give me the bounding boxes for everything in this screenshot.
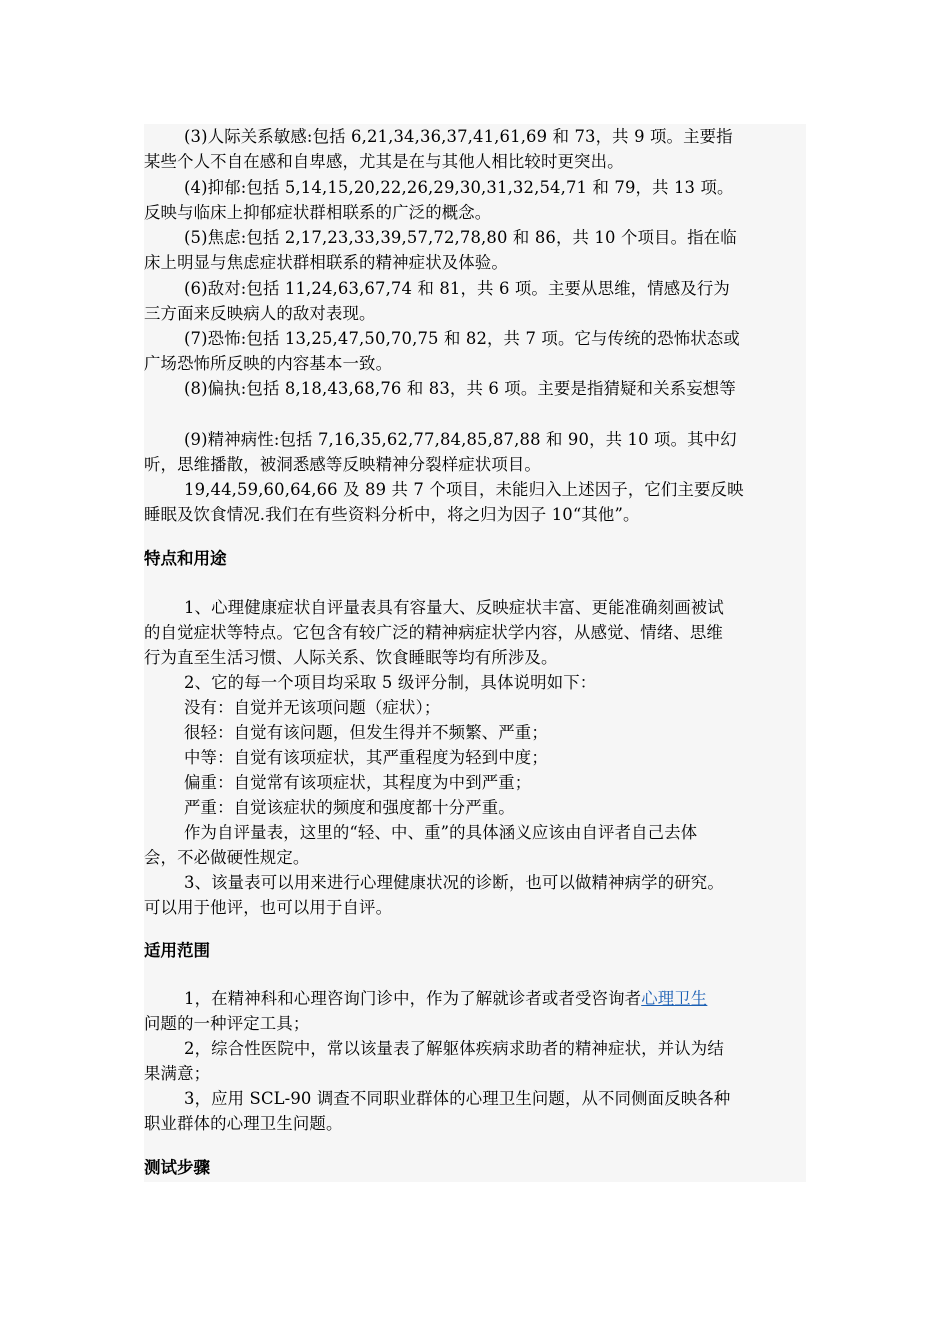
factor-4-line-1: (4)抑郁:包括 5,14,15,20,22,26,29,30,31,32,54,71 和 79，共 13 项。 — [184, 178, 734, 197]
section-heading-steps: 测试步骤 — [144, 1158, 210, 1177]
grade-none: 没有：自觉并无该项问题（症状）； — [184, 698, 441, 717]
features-p3-line-2: 会，不必做硬性规定。 — [144, 848, 310, 867]
features-p1-line-2: 的自觉症状等特点。它包含有较广泛的精神病症状学内容，从感觉、情绪、思维 — [144, 623, 723, 642]
section-heading-scope: 适用范围 — [144, 941, 210, 960]
factor-5-line-1: (5)焦虑:包括 2,17,23,33,39,57,72,78,80 和 86，共 10 个项目。指在临 — [184, 228, 737, 247]
document-page — [144, 124, 806, 1182]
grade-fairly-severe: 偏重：自觉常有该项症状，其程度为中到严重； — [184, 773, 532, 792]
factor-5-line-2: 床上明显与焦虑症状群相联系的精神症状及体验。 — [144, 253, 508, 272]
features-p1-line-3: 行为直至生活习惯、人际关系、饮食睡眠等均有所涉及。 — [144, 648, 558, 667]
mental-health-link[interactable]: 心理卫生 — [641, 989, 708, 1008]
factor-other-line-2: 睡眠及饮食情况.我们在有些资料分析中，将之归为因子 10“其他”。 — [144, 505, 640, 524]
scope-p1-line-2: 问题的一种评定工具； — [144, 1014, 310, 1033]
features-p4-line-2: 可以用于他评，也可以用于自评。 — [144, 898, 393, 917]
factor-8-line-1: (8)偏执:包括 8,18,43,68,76 和 83，共 6 项。主要是指猜疑和关系妄想等 — [184, 379, 736, 398]
features-p2: 2、它的每一个项目均采取 5 级评分制，具体说明如下： — [184, 673, 597, 692]
factor-6-line-2: 三方面来反映病人的敌对表现。 — [144, 304, 376, 323]
factor-7-line-2: 广场恐怖所反映的内容基本一致。 — [144, 354, 393, 373]
features-p3-line-1: 作为自评量表，这里的“轻、中、重”的具体涵义应该由自评者自己去体 — [184, 823, 698, 842]
factor-other-line-1: 19,44,59,60,64,66 及 89 共 7 个项目，未能归入上述因子，它们主要反映 — [184, 480, 744, 499]
scope-p3-line-2: 职业群体的心理卫生问题。 — [144, 1114, 343, 1133]
scope-p1-text: 1，在精神科和心理咨询门诊中，作为了解就诊者或者受咨询者 — [184, 989, 642, 1008]
factor-3-line-2: 某些个人不自在感和自卑感，尤其是在与其他人相比较时更突出。 — [144, 152, 624, 171]
scope-p2-line-1: 2，综合性医院中，常以该量表了解躯体疾病求助者的精神症状，并认为结 — [184, 1039, 724, 1058]
grade-light: 很轻：自觉有该问题，但发生得并不频繁、严重； — [184, 723, 548, 742]
scope-p2-line-2: 果满意； — [144, 1064, 211, 1083]
section-heading-features: 特点和用途 — [144, 549, 227, 568]
grade-moderate: 中等：自觉有该项症状，其严重程度为轻到中度； — [184, 748, 548, 767]
scope-p3-line-1: 3，应用 SCL-90 调查不同职业群体的心理卫生问题，从不同侧面反映各种 — [184, 1089, 731, 1108]
factor-9-line-1: (9)精神病性:包括 7,16,35,62,77,84,85,87,88 和 90，共 10 项。其中幻 — [184, 430, 737, 449]
features-p4-line-1: 3、该量表可以用来进行心理健康状况的诊断，也可以做精神病学的研究。 — [184, 873, 724, 892]
factor-9-line-2: 听，思维播散，被洞悉感等反映精神分裂样症状项目。 — [144, 455, 541, 474]
features-p1-line-1: 1、心理健康症状自评量表具有容量大、反映症状丰富、更能准确刻画被试 — [184, 598, 724, 617]
factor-4-line-2: 反映与临床上抑郁症状群相联系的广泛的概念。 — [144, 203, 492, 222]
factor-7-line-1: (7)恐怖:包括 13,25,47,50,70,75 和 82，共 7 项。它与传统的恐怖状态或 — [184, 329, 740, 348]
factor-6-line-1: (6)敌对:包括 11,24,63,67,74 和 81，共 6 项。主要从思维，情感及行为 — [184, 279, 730, 298]
grade-severe: 严重：自觉该症状的频度和强度都十分严重。 — [184, 798, 515, 817]
scope-p1-line-1 — [144, 986, 806, 1012]
factor-3-line-1: (3)人际关系敏感:包括 6,21,34,36,37,41,61,69 和 73，共 9 项。主要指 — [184, 127, 733, 146]
